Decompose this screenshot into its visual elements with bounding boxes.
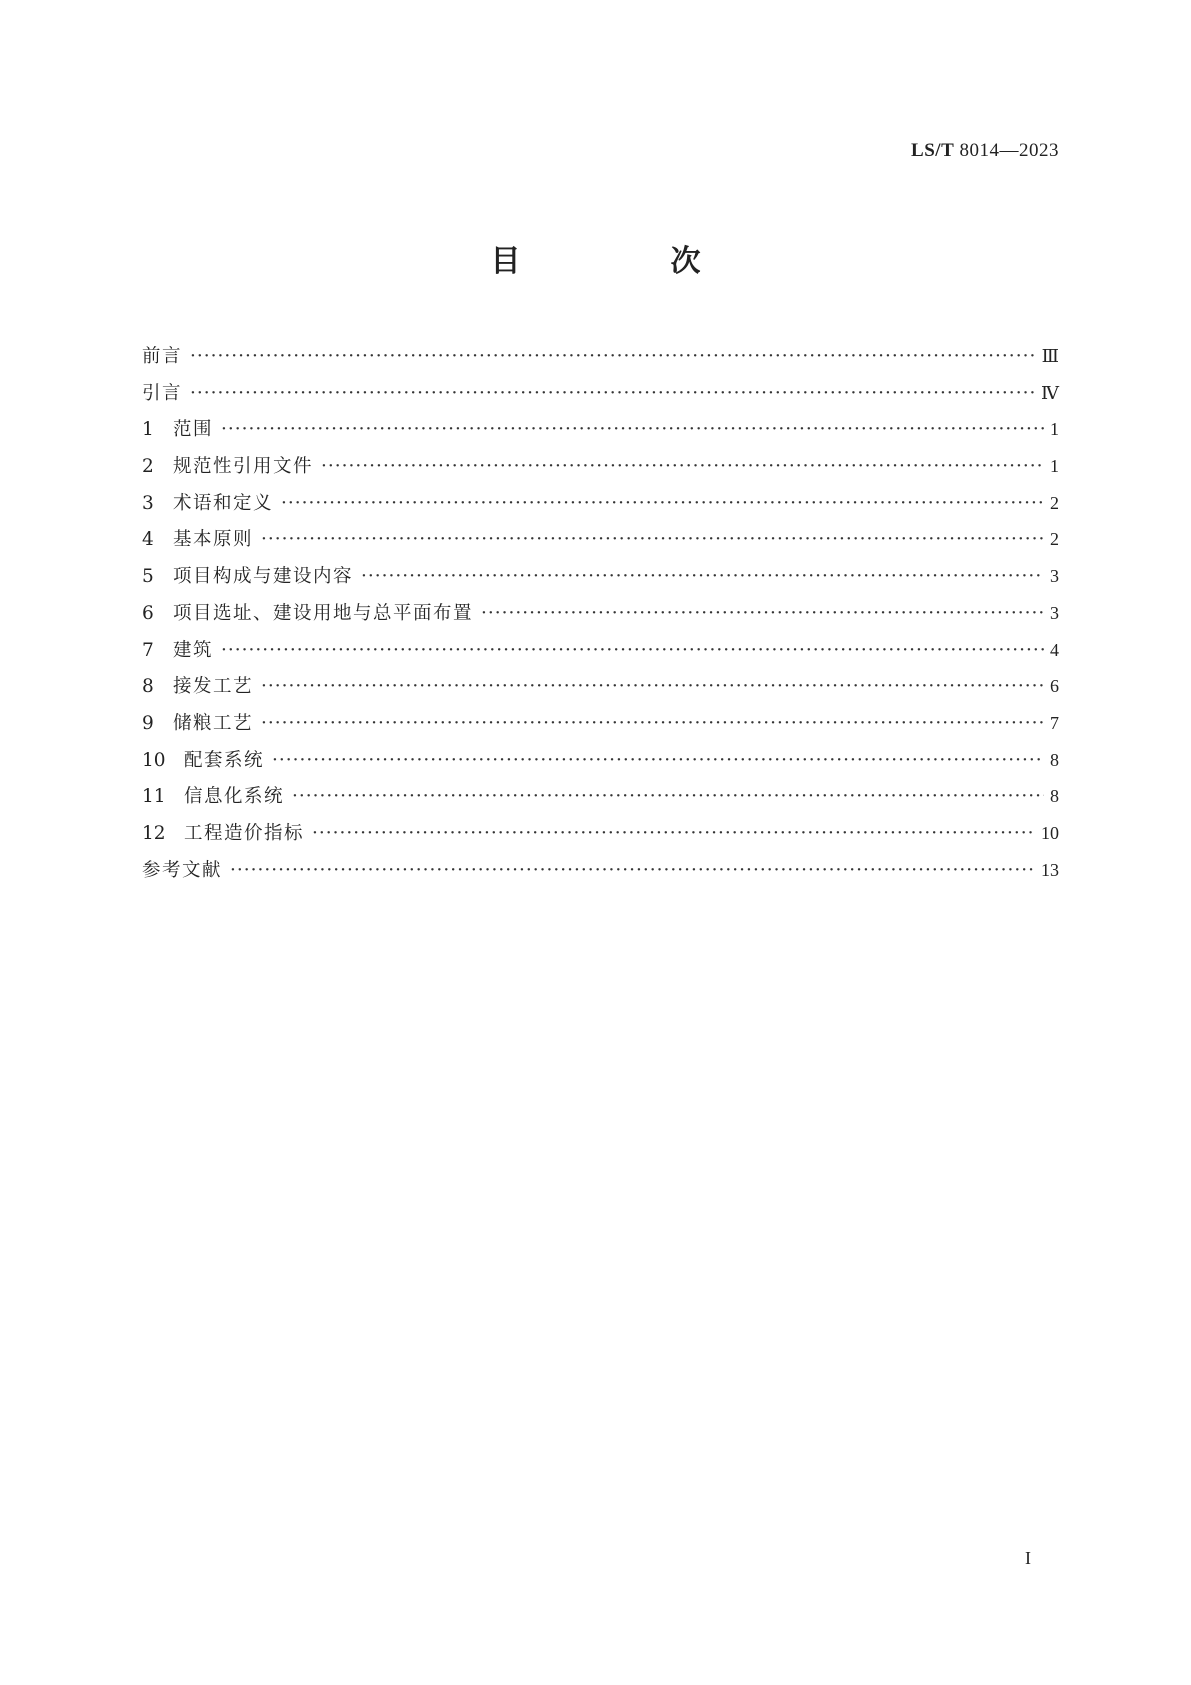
table-of-contents [142,338,1059,888]
toc-entry[interactable] [142,558,1059,595]
toc-entry[interactable] [142,338,1059,375]
toc-leader-dots [190,339,1036,376]
toc-entry-page: 2 [1050,492,1059,513]
toc-entry[interactable] [142,852,1059,889]
toc-leader-dots [481,596,1044,633]
page-number: I [1025,1548,1031,1568]
toc-entry-number: 2 [142,456,154,478]
toc-entry-page: Ⅳ [1041,382,1059,403]
toc-entry-number: 4 [142,529,154,551]
toc-entry-text: 建筑 [173,639,214,661]
toc-leader-dots [221,412,1044,449]
toc-entry[interactable] [142,705,1059,742]
toc-entry-text: 项目选址、建设用地与总平面布置 [173,602,474,624]
toc-entry-text: 范围 [173,419,214,441]
toc-leader-dots [272,743,1044,780]
toc-entry-page: 1 [1050,456,1059,477]
toc-entry-page: 8 [1050,786,1059,807]
toc-entry-text: 基本原则 [173,529,254,551]
toc-entry[interactable] [142,778,1059,815]
toc-entry[interactable] [142,411,1059,448]
toc-entry-text: 工程造价指标 [184,822,305,844]
toc-entry-page: 1 [1050,419,1059,440]
toc-entry-page: 4 [1050,639,1059,660]
toc-leader-dots [361,559,1044,596]
toc-entry[interactable] [142,595,1059,632]
toc-leader-dots [321,449,1044,486]
toc-entry[interactable] [142,815,1059,852]
toc-title: 目 次 [490,244,761,279]
toc-leader-dots [221,633,1044,670]
toc-leader-dots [261,669,1044,706]
toc-leader-dots [281,486,1044,523]
toc-entry-number: 12 [142,822,166,844]
toc-entry-page: 7 [1050,712,1059,733]
toc-entry-page: 6 [1050,676,1059,697]
toc-entry-page: 2 [1050,529,1059,550]
toc-entry-text: 前言 [142,346,183,367]
toc-entry[interactable] [142,485,1059,522]
toc-entry-number: 1 [142,419,154,441]
toc-entry-page: 3 [1050,566,1059,587]
toc-entry-text: 信息化系统 [184,786,285,808]
toc-entry-text: 引言 [142,382,183,404]
toc-entry-text: 接发工艺 [173,676,254,698]
standard-code [911,140,1059,162]
toc-entry-text: 储粮工艺 [173,712,254,734]
toc-entry-number: 3 [142,492,154,514]
toc-leader-dots [261,522,1044,559]
toc-entry-page: Ⅲ [1041,346,1059,366]
toc-entry-number: 11 [142,786,166,808]
toc-entry[interactable] [142,375,1059,412]
toc-leader-dots [261,706,1044,743]
toc-entry-text: 项目构成与建设内容 [173,566,354,588]
toc-entry-number: 7 [142,639,154,661]
toc-entry-text: 术语和定义 [173,492,274,514]
toc-entry[interactable] [142,742,1059,779]
toc-leader-dots [190,376,1035,413]
toc-entry-text: 配套系统 [184,749,265,771]
toc-entry[interactable] [142,521,1059,558]
toc-entry-text: 参考文献 [142,859,223,881]
toc-leader-dots [230,853,1035,890]
toc-entry-page: 3 [1050,602,1059,623]
toc-entry[interactable] [142,632,1059,669]
toc-entry-number: 9 [142,712,154,734]
standard-prefix: LS/T [911,140,955,161]
toc-entry-number: 8 [142,676,154,698]
standard-number: 8014—2023 [959,140,1059,161]
toc-entry-page: 8 [1050,749,1059,770]
toc-entry-page: 13 [1041,859,1059,880]
toc-entry[interactable] [142,668,1059,705]
toc-entry[interactable] [142,448,1059,485]
toc-entry-number: 5 [142,566,154,588]
toc-leader-dots [312,816,1035,853]
toc-entry-number: 6 [142,602,154,624]
toc-entry-text: 规范性引用文件 [173,456,314,478]
toc-entry-page: 10 [1041,822,1059,843]
toc-leader-dots [292,779,1044,816]
toc-entry-number: 10 [142,749,166,771]
